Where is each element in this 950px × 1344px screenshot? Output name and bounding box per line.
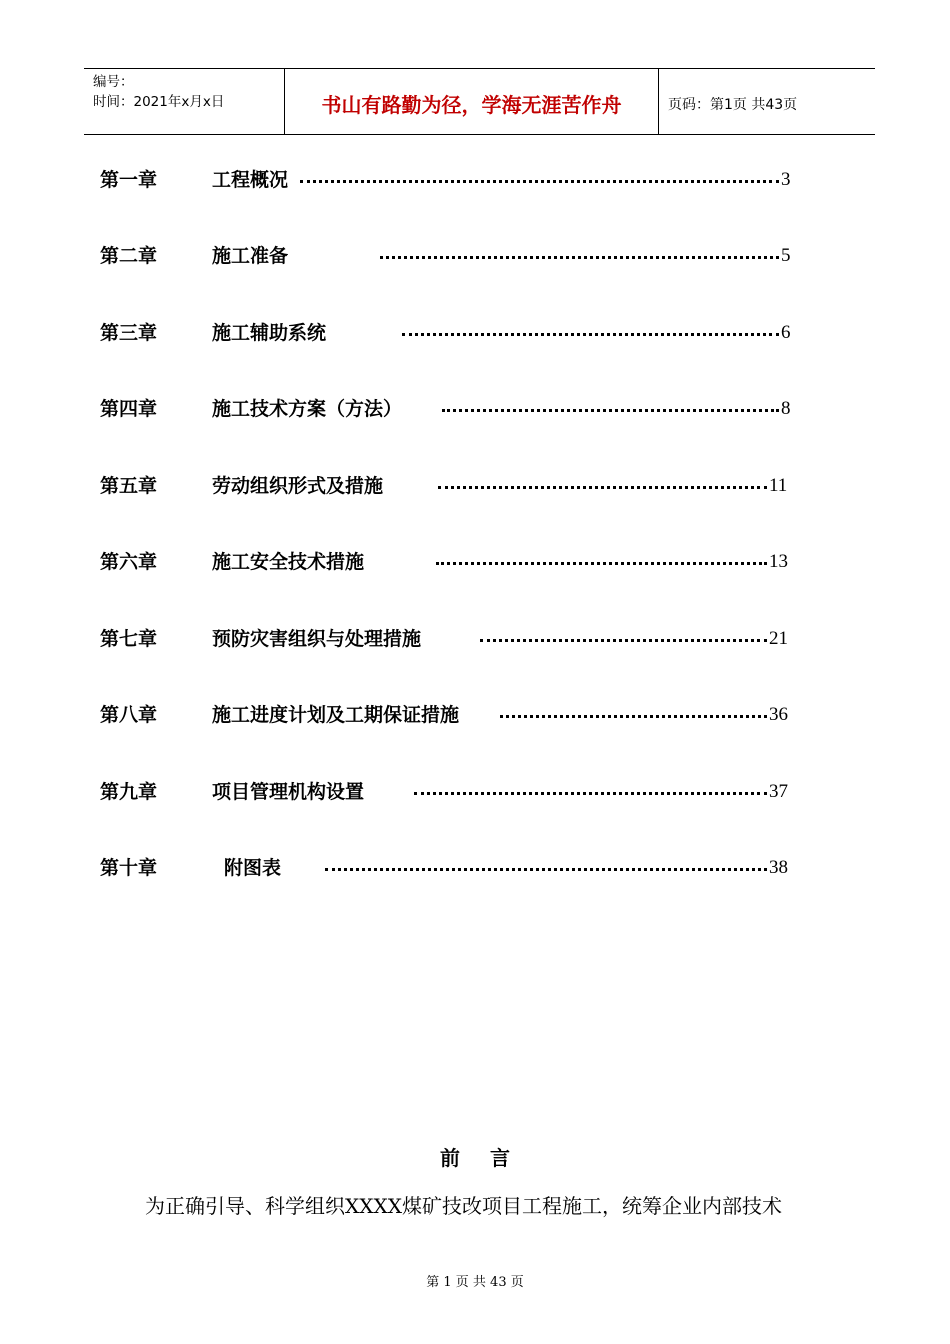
toc-page-number: 36 xyxy=(769,704,788,725)
toc-page-number: 8 xyxy=(781,398,791,419)
toc-leader-dots xyxy=(436,556,767,565)
toc-chapter-label: 第七章 xyxy=(100,628,158,650)
preface-first-line: 为正确引导、科学组织XXXX煤矿技改项目工程施工，统筹企业内部技术 xyxy=(145,1194,782,1218)
toc-leader-dots xyxy=(500,709,767,718)
toc-title: 项目管理机构设置 xyxy=(212,781,365,803)
header-motto: 书山有路勤为径，学海无涯苦作舟 xyxy=(285,69,659,134)
toc-chapter-label: 第八章 xyxy=(100,704,158,726)
toc-title: 施工技术方案（方法） xyxy=(212,398,403,420)
toc-leader-dots xyxy=(402,327,779,336)
toc-page-number: 11 xyxy=(769,475,788,496)
header-meta xyxy=(84,69,285,134)
toc-entry[interactable] xyxy=(100,848,800,888)
toc-chapter-label: 第四章 xyxy=(100,398,158,420)
toc-title: 劳动组织形式及措施 xyxy=(212,475,384,497)
toc-leader-dots xyxy=(480,633,767,642)
toc-chapter-label: 第一章 xyxy=(100,169,158,191)
toc-entry[interactable] xyxy=(100,619,800,659)
toc-page-number: 38 xyxy=(769,857,788,878)
toc-chapter-label: 第十章 xyxy=(100,857,158,879)
header-page-info: 页码：第1页 共43页 xyxy=(668,96,798,113)
toc-leader-dots xyxy=(438,480,767,489)
toc-entry[interactable] xyxy=(100,313,800,353)
toc-entry[interactable] xyxy=(100,695,800,735)
toc-chapter-label: 第二章 xyxy=(100,245,158,267)
toc-entry[interactable] xyxy=(100,389,800,429)
toc-title: 施工进度计划及工期保证措施 xyxy=(212,704,460,726)
toc-page-number: 3 xyxy=(781,169,791,190)
toc-leader-dots xyxy=(300,174,779,183)
toc-page-number: 37 xyxy=(769,781,788,802)
toc-entry[interactable] xyxy=(100,160,800,200)
toc-leader-dots xyxy=(380,250,779,259)
toc-title: 预防灾害组织与处理措施 xyxy=(212,628,422,650)
number-label: 编号： xyxy=(93,74,134,90)
toc-chapter-label: 第六章 xyxy=(100,551,158,573)
toc-title: 施工安全技术措施 xyxy=(212,551,365,573)
toc-title: 工程概况 xyxy=(212,169,289,191)
toc-page-number: 6 xyxy=(781,322,791,343)
document-header xyxy=(84,68,875,135)
toc-entry[interactable] xyxy=(100,542,800,582)
toc-page-number: 21 xyxy=(769,628,788,649)
toc-page-number: 5 xyxy=(781,245,791,266)
toc-leader-dots xyxy=(442,403,779,412)
toc-chapter-label: 第五章 xyxy=(100,475,158,497)
toc-chapter-label: 第九章 xyxy=(100,781,158,803)
toc-leader-dots xyxy=(414,786,767,795)
toc-entry[interactable] xyxy=(100,772,800,812)
page-footer: 第 1 页 共 43 页 xyxy=(426,1275,524,1290)
toc-page-number: 13 xyxy=(769,551,788,572)
toc-entry[interactable] xyxy=(100,466,800,506)
toc-leader-dots xyxy=(325,862,767,871)
toc-title: 施工准备 xyxy=(212,245,289,267)
toc-entry[interactable] xyxy=(100,236,800,276)
toc-chapter-label: 第三章 xyxy=(100,322,158,344)
time-label: 时间：2021年x月x日 xyxy=(93,94,225,110)
toc-title: 附图表 xyxy=(224,857,282,879)
preface-title: 前言 xyxy=(440,1146,540,1170)
toc-title: 施工辅助系统 xyxy=(212,322,327,344)
